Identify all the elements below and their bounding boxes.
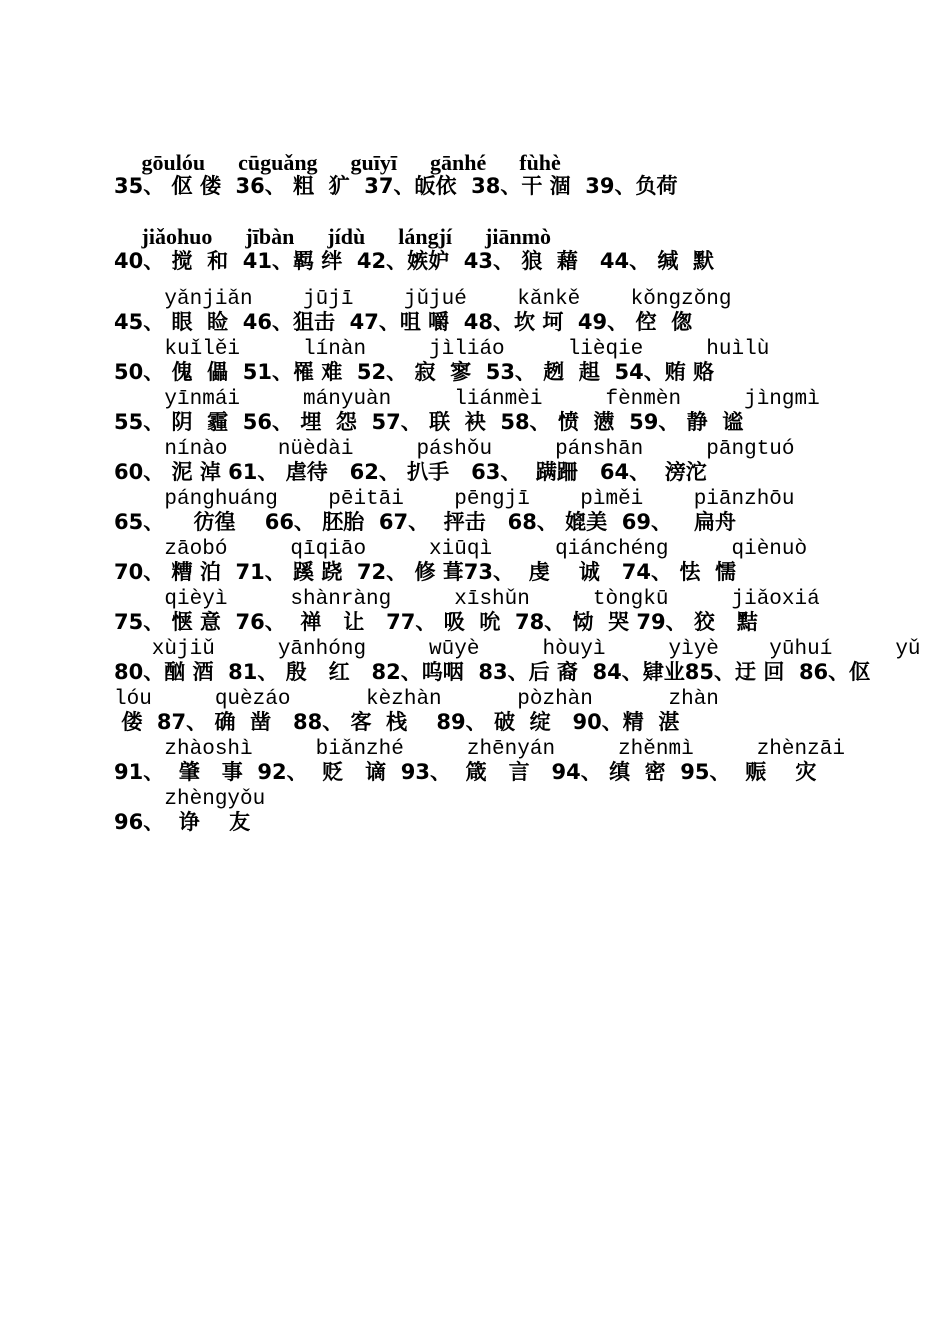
word-line-91-95: 91、 肇 事 92、 贬 谪 93、 箴 言 94、 缜 密 95、 赈 灾 xyxy=(114,760,817,784)
pinyin-line-60-64: nínào nüèdài páshǒu pánshān pāngtuó xyxy=(114,438,795,461)
word-line-50-54: 50、 傀 儡 51、罹 难 52、 寂 寥 53、 趔 趄 54、贿 赂 xyxy=(114,360,715,384)
word-line-80-86: 80、酗 酒 81、 殷 红 82、呜咽 83、后 裔 84、肄业85、迂 回 86、伛 xyxy=(114,660,871,684)
pinyin-line-91-95: zhàoshì biǎnzhé zhēnyán zhěnmì zhènzāi xyxy=(114,738,845,761)
pinyin-line-45-49: yǎnjiǎn jūjī jǔjué kǎnkě kǒngzǒng xyxy=(114,288,732,311)
word-line-96: 96、 诤 友 xyxy=(114,810,251,834)
pinyin-line-50-54: kuǐlěi línàn jìliáo lièqie huìlù xyxy=(114,338,770,361)
word-line-55-59: 55、 阴 霾 56、 埋 怨 57、 联 袂 58、 愤 懑 59、 静 谧 xyxy=(114,410,744,434)
pinyin-line-70-74: zāobó qīqiāo xiūqì qiánchéng qiènuò xyxy=(114,538,808,561)
pinyin-line-55-59: yīnmái mányuàn liánmèi fènmèn jìngmì xyxy=(114,388,820,411)
pinyin-line-40-44: jiǎohuo jībàn jídù lángjí jiānmò xyxy=(114,224,552,249)
word-line-70-74: 70、 糟 泊 71、 蹊 跷 72、 修 葺73、 虔 诚 74、 怯 懦 xyxy=(114,560,736,584)
pinyin-line-80-86: xùjiǔ yānhóng wūyè hòuyì yìyè yūhuí yǔ xyxy=(114,638,921,661)
word-line-60-64: 60、 泥 淖 61、 虐待 62、 扒手 63、 蹒跚 64、 滂沱 xyxy=(114,460,707,484)
word-line-45-49: 45、 眼 睑 46、狙击 47、咀 嚼 48、坎 坷 49、 倥 偬 xyxy=(114,310,693,334)
pinyin-line-96: zhèngyǒu xyxy=(114,788,266,811)
pinyin-line-65-69: pánghuáng pēitāi pēngjī pìměi piānzhōu xyxy=(114,488,795,511)
word-line-40-44: 40、 搅 和 41、羁 绊 42、嫉妒 43、 狼 藉 44、 缄 默 xyxy=(114,249,715,273)
word-line-65-69: 65、 彷徨 66、 胚胎 67、 抨击 68、 媲美 69、 扁舟 xyxy=(114,510,736,534)
pinyin-line-35-39: gōulóu cūguǎng guīyī gānhé fùhè xyxy=(114,150,561,175)
pinyin-line-86-90: lóu quèzáo kèzhàn pòzhàn zhàn xyxy=(114,688,719,711)
word-line-35-39: 35、 伛 偻 36、 粗 犷 37、皈依 38、干 涸 39、负荷 xyxy=(114,174,678,198)
word-line-75-79: 75、 惬 意 76、 禅 让 77、 吸 吮 78、 恸 哭 79、 狡 黠 xyxy=(114,610,758,634)
word-line-86-90: 偻 87、 确 凿 88、 客 栈 89、 破 绽 90、精 湛 xyxy=(114,710,680,734)
pinyin-line-75-79: qièyì shànràng xīshǔn tòngkū jiǎoxiá xyxy=(114,588,820,611)
